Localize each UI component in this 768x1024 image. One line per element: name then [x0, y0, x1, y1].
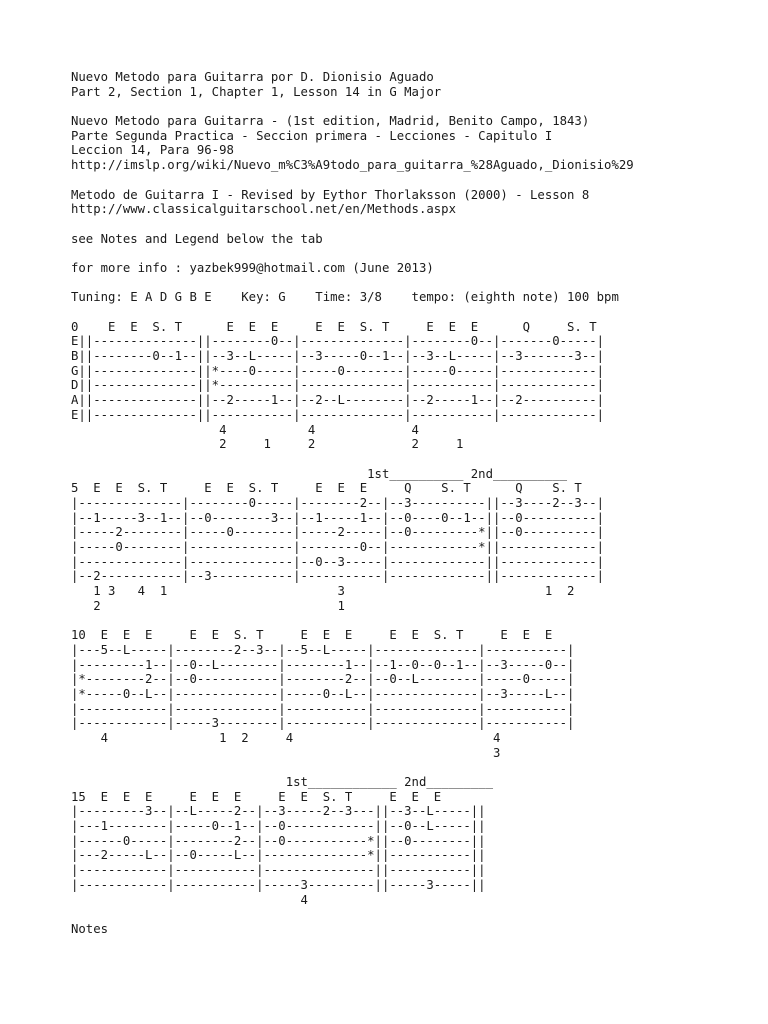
tab-system — [71, 628, 761, 760]
revision-block — [71, 188, 761, 217]
tab-ending-row: 1st__________ 2nd__________ — [71, 466, 568, 481]
tab-string-row: |*--------2--|--0-----------|--------2--|--0--L--------|-----0-----| — [71, 672, 575, 687]
tab-string-row: |---1--------|-----0--1--|--0------------||--0--L-----|| — [71, 819, 486, 834]
revision-line: Metodo de Guitarra I - Revised by Eythor Thorlaksson (2000) - Lesson 8 — [71, 187, 590, 202]
source-url: http://imslp.org/wiki/Nuevo_m%C3%A9todo_para_guitarra_%28Aguado,_Dionisio%29 — [71, 158, 634, 173]
tab-fingering-row: 2 1 — [71, 598, 345, 613]
tab-fingering-row: 3 — [71, 745, 501, 760]
tab-string-row: |--1-----3--1--|--0--------3--|--1-----1--|--0----0--1--||--0----------| — [71, 510, 605, 525]
tab-rhythm-row: 0 E E S. T E E E E E S. T E E E Q S. T — [71, 319, 597, 334]
tab-fingering-row: 1 3 4 1 3 1 2 — [71, 584, 575, 599]
revision-url: http://www.classicalguitarschool.net/en/Methods.aspx — [71, 202, 456, 217]
tab-string-row: D||--------------||*----------|--------------|-----------|-------------| — [71, 378, 605, 393]
tab-string-row: |--------------|--------0-----|--------2--|--3----------||--3----2--3--| — [71, 495, 605, 510]
tab-string-row: |--------------|--------------|--0--3-----|-------------||-------------| — [71, 554, 605, 569]
document-title: Nuevo Metodo para Guitarra por D. Dionisio Aguado — [71, 70, 434, 84]
tab-string-row: |------------|-----------|-----3---------||-----3-----|| — [71, 877, 486, 892]
document-subtitle: Part 2, Section 1, Chapter 1, Lesson 14 in G Major — [71, 84, 442, 99]
source-line: Leccion 14, Para 96-98 — [71, 143, 234, 158]
tab-string-row: E||--------------||--------0--|--------------|--------0--|-------0-----| — [71, 334, 605, 349]
notes-heading: Notes — [71, 921, 109, 936]
tab-ending-row: 1st____________ 2nd_________ — [71, 775, 493, 789]
contact-line: for more info : yazbek999@hotmail.com (June 2013) — [71, 260, 434, 275]
tab-string-row: E||--------------||-----------|--------------|-----------|-------------| — [71, 407, 605, 422]
tab-rhythm-row: 5 E E S. T E E S. T E E E Q S. T Q S. T — [71, 481, 582, 496]
tab-string-row: |------------|-----3--------|-----------|--------------|-----------| — [71, 716, 575, 731]
tab-string-row: |------0-----|--------2--|--0-----------*||--0--------|| — [71, 833, 486, 848]
tab-fingering-row: 2 1 2 2 1 — [71, 437, 464, 452]
tab-fingering-row: 4 — [71, 892, 308, 907]
tab-system — [71, 320, 761, 452]
tab-string-row: A||--------------||--2-----1--|--2--L--------|--2-----1--|--2----------| — [71, 393, 605, 408]
tab-system — [71, 775, 761, 907]
tab-rhythm-row: 15 E E E E E E E E S. T E E E — [71, 789, 442, 804]
tab-system — [71, 467, 761, 614]
tab-string-row: |---------1--|--0--L--------|--------1--|--1--0--0--1--|--3-----0--| — [71, 657, 575, 672]
source-block — [71, 114, 761, 173]
tab-string-row: |------------|--------------|-----------|--------------|-----------| — [71, 701, 575, 716]
tab-string-row: |*-----0--L--|--------------|-----0--L--|--------------|--3-----L--| — [71, 686, 575, 701]
tab-document — [71, 70, 761, 937]
tab-string-row: |-----0--------|--------------|--------0--|------------*||-------------| — [71, 540, 605, 554]
tab-fingering-row: 4 1 2 4 4 — [71, 730, 501, 745]
source-line: Parte Segunda Practica - Seccion primera - Lecciones - Capitulo I — [71, 128, 553, 143]
notes-reference: see Notes and Legend below the tab — [71, 231, 323, 246]
tab-rhythm-row: 10 E E E E E S. T E E E E E S. T E E E — [71, 628, 553, 643]
tab-string-row: |---5--L-----|--------2--3--|--5--L-----|--------------|-----------| — [71, 642, 575, 657]
tab-string-row: |---2-----L--|--0-----L--|--------------*||-----------|| — [71, 848, 486, 863]
tab-fingering-row: 4 4 4 — [71, 422, 419, 437]
tab-string-row: |------------|-----------|---------------||-----------|| — [71, 863, 486, 878]
source-line: Nuevo Metodo para Guitarra - (1st edition, Madrid, Benito Campo, 1843) — [71, 114, 590, 129]
tab-string-row: |-----2--------|-----0--------|-----2-----|--0---------*||--0----------| — [71, 525, 605, 540]
tab-string-row: |--2-----------|--3-----------|-----------|-------------||-------------| — [71, 569, 605, 584]
tab-string-row: G||--------------||*----0-----|-----0--------|-----0-----|-------------| — [71, 363, 605, 378]
tab-string-row: |---------3--|--L-----2--|--3-----2--3---||--3--L-----|| — [71, 804, 486, 819]
tab-string-row: B||--------0--1--||--3--L-----|--3-----0--1--|--3--L-----|--3-------3--| — [71, 349, 605, 364]
tuning-line: Tuning: E A D G B E Key: G Time: 3/8 tempo: (eighth note) 100 bpm — [71, 290, 619, 305]
